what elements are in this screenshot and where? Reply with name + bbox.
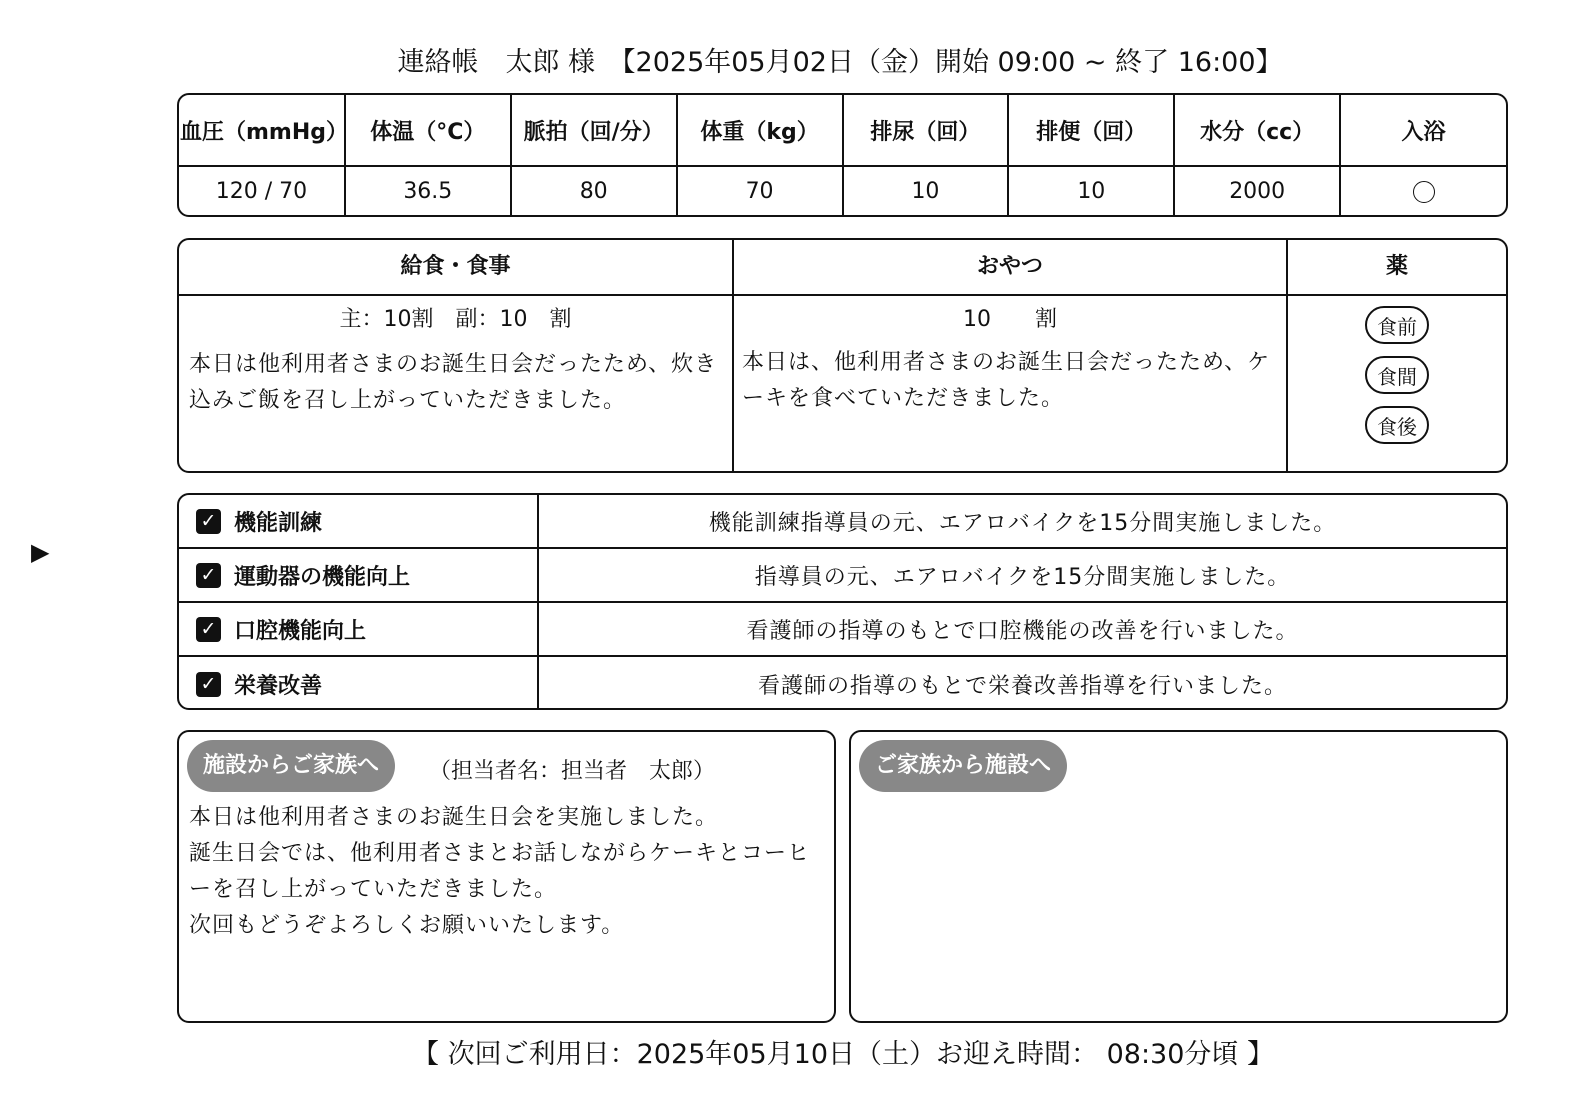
- play-arrow-icon: ▶: [31, 538, 50, 566]
- vitals-value-temperature: 36.5: [345, 166, 511, 215]
- activity-row: [179, 603, 1506, 657]
- message-line: 本日は他利用者さまのお誕生日会を実施しました。: [189, 805, 719, 830]
- activity-row: [179, 495, 1506, 549]
- snack-note: 本日は、他利用者さまのお誕生日会だったため、ケーキを食べていただきました。: [742, 350, 1271, 411]
- activity-label: 運動器の機能向上: [234, 564, 411, 590]
- page-title: 連絡帳 太郎 様 【2025年05月02日（金）開始 09:00 ~ 終了 16:00】: [397, 47, 1283, 78]
- facility-message-box: [177, 730, 836, 1023]
- activity-label: 機能訓練: [234, 510, 323, 536]
- facility-message-text: [189, 800, 814, 944]
- message-line: 誕生日会では、他利用者さまとお話しながらケーキとコーヒーを召し上がっていただきました。: [189, 841, 811, 902]
- vitals-header-weight: 体重（kg）: [677, 95, 843, 166]
- meal-column: [179, 240, 734, 471]
- activity-desc: 看護師の指導のもとで栄養改善指導を行いました。: [757, 673, 1287, 699]
- checkbox-checked-icon[interactable]: ✓: [196, 672, 221, 697]
- meal-note: 本日は他利用者さまのお誕生日会だったため、炊き込みご飯を召し上がっていただきました。: [189, 352, 718, 413]
- next-visit-footer: 【 次回ご利用日：2025年05月10日（土）お迎え時間： 08:30分頃 】: [412, 1039, 1274, 1070]
- checkbox-checked-icon[interactable]: ✓: [196, 617, 221, 642]
- checkbox-checked-icon[interactable]: ✓: [196, 509, 221, 534]
- medicine-after-meal-badge: 食後: [1365, 406, 1429, 444]
- vitals-table: [177, 93, 1508, 217]
- staff-name: （担当者名：担当者 太郎）: [429, 759, 716, 784]
- facility-to-family-label: 施設からご家族へ: [187, 740, 395, 792]
- vitals-value-weight: 70: [677, 166, 843, 215]
- vitals-value-defecation: 10: [1008, 166, 1174, 215]
- meal-header: 給食・食事: [179, 240, 732, 296]
- vitals-header-water: 水分（cc）: [1174, 95, 1340, 166]
- medicine-badges: [1288, 306, 1506, 444]
- activity-desc: 機能訓練指導員の元、エアロバイクを15分間実施しました。: [708, 510, 1337, 536]
- vitals-value-urination: 10: [843, 166, 1009, 215]
- medicine-header: 薬: [1288, 240, 1506, 296]
- family-to-facility-label: ご家族から施設へ: [859, 740, 1067, 792]
- checkbox-checked-icon[interactable]: ✓: [196, 563, 221, 588]
- vitals-header-defecation: 排便（回）: [1008, 95, 1174, 166]
- meals-section: [177, 238, 1508, 473]
- vitals-header-temperature: 体温（°C）: [345, 95, 511, 166]
- vitals-header-bath: 入浴: [1340, 95, 1506, 166]
- medicine-column: [1288, 240, 1506, 471]
- medicine-before-meal-badge: 食前: [1365, 306, 1429, 344]
- activity-label: 口腔機能向上: [234, 618, 367, 644]
- activity-desc: 指導員の元、エアロバイクを15分間実施しました。: [754, 564, 1291, 590]
- vitals-value-water: 2000: [1174, 166, 1340, 215]
- snack-column: [734, 240, 1288, 471]
- vitals-header-urination: 排尿（回）: [843, 95, 1009, 166]
- meal-ratio: 主：10割 副：10 割: [339, 307, 572, 332]
- family-message-box: [849, 730, 1508, 1023]
- snack-header: おやつ: [734, 240, 1286, 296]
- vitals-header-blood-pressure: 血圧（mmHg）: [179, 95, 345, 166]
- vitals-value-pulse: 80: [511, 166, 677, 215]
- activity-desc: 看護師の指導のもとで口腔機能の改善を行いました。: [746, 618, 1299, 644]
- vitals-value-blood-pressure: 120 / 70: [179, 166, 345, 215]
- medicine-between-meal-badge: 食間: [1365, 356, 1429, 394]
- bath-circle-icon: [1413, 181, 1435, 203]
- vitals-header-pulse: 脈拍（回/分）: [511, 95, 677, 166]
- message-line: 次回もどうぞよろしくお願いいたします。: [189, 913, 625, 938]
- snack-ratio: 10 割: [963, 307, 1057, 332]
- activity-label: 栄養改善: [234, 673, 323, 699]
- activity-row: [179, 657, 1506, 710]
- activities-table: [177, 493, 1508, 710]
- vitals-value-bath: [1340, 166, 1506, 215]
- activity-row: [179, 549, 1506, 603]
